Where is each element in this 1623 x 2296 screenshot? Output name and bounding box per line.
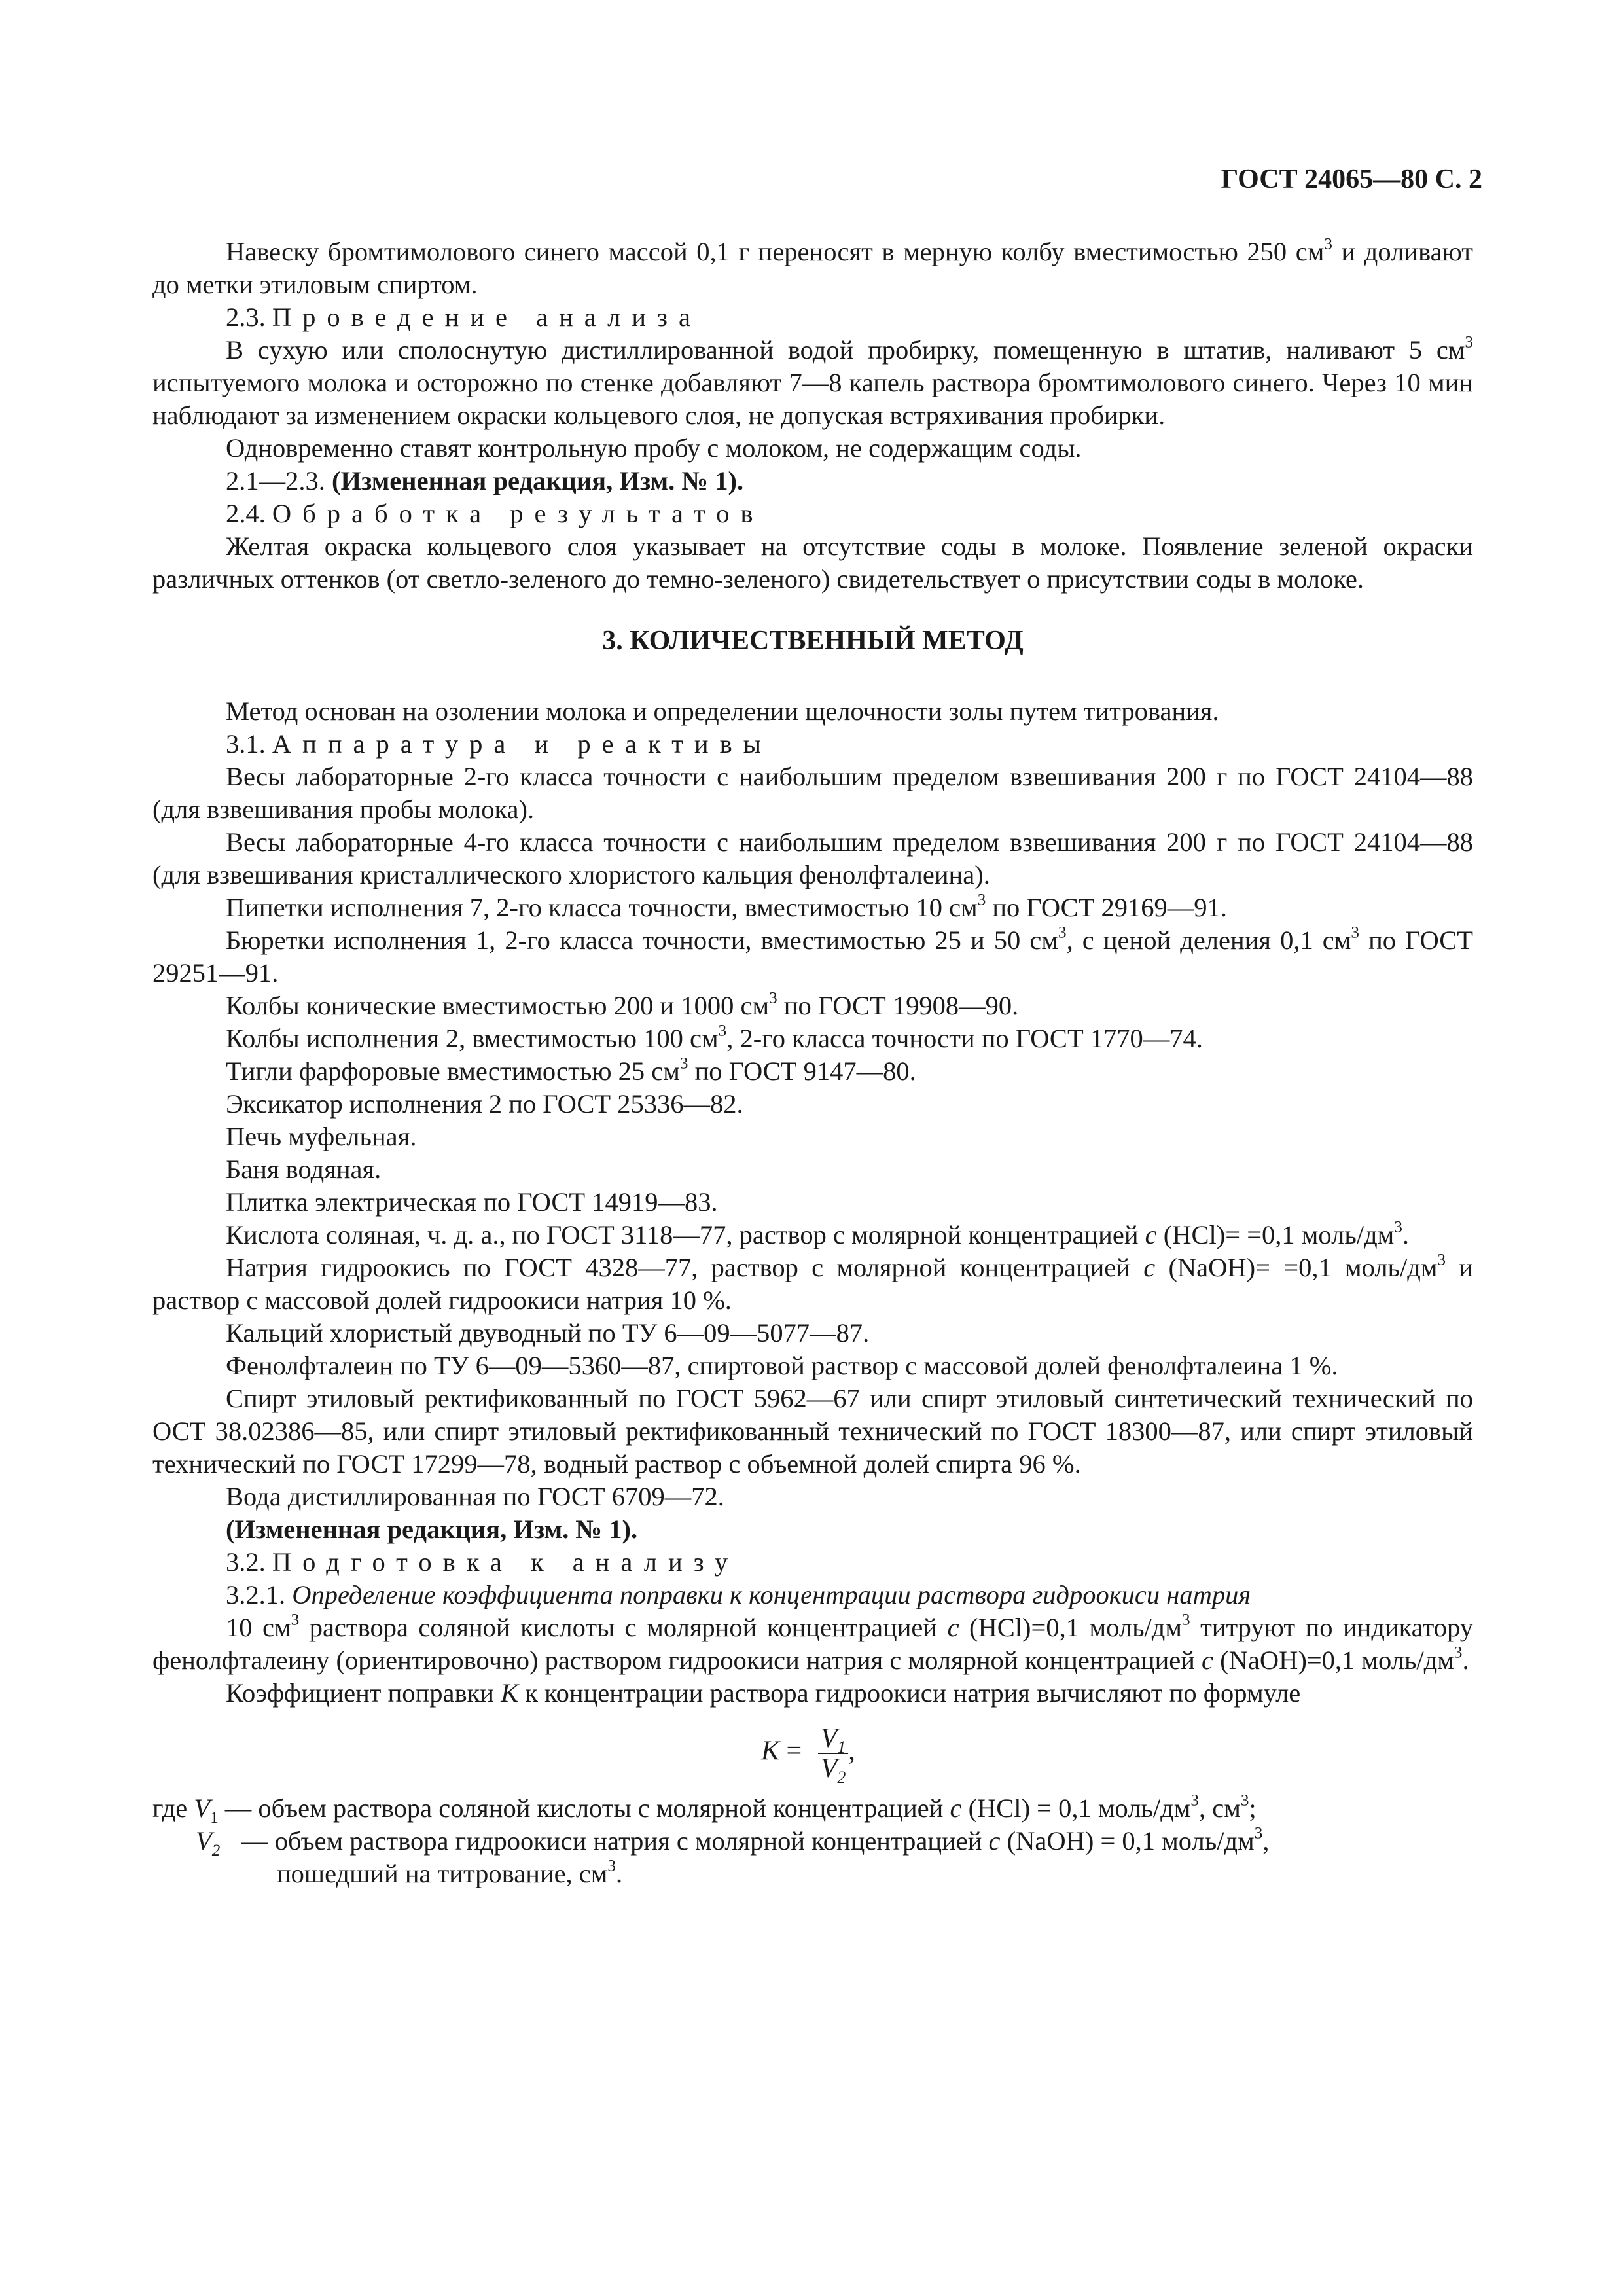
superscript: 3 xyxy=(1437,1251,1446,1269)
list-item: Фенолфталеин по ТУ 6—09—5360—87, спиртовой раствор с массовой долей фенолфталеина 1 %. xyxy=(226,1351,1338,1380)
text: (HCl)= =0,1 моль/дм xyxy=(1156,1220,1395,1249)
variable-v2 xyxy=(196,1825,235,1857)
paragraph: Одновременно ставят контрольную пробу с молоком, не содержащим соды. xyxy=(226,433,1082,463)
formula-legend-v2-cont xyxy=(152,1857,1473,1890)
text: по ГОСТ 29169—91. xyxy=(986,893,1227,922)
superscript: 3 xyxy=(1182,1611,1190,1629)
text: по ГОСТ 9147—80. xyxy=(688,1056,916,1086)
text: пошедший на титрование, см xyxy=(277,1859,608,1888)
superscript: 3 xyxy=(679,1054,688,1073)
text: Колбы исполнения 2, вместимостью 100 см xyxy=(226,1024,719,1053)
text: , см xyxy=(1198,1793,1241,1823)
section-title: Обработка результатов xyxy=(272,499,764,528)
text: по ГОСТ 29251—91. xyxy=(152,925,1473,988)
text: к концентрации раствора гидроокиси натрия вычисляют по формуле xyxy=(518,1678,1301,1708)
superscript: 3 xyxy=(607,1857,616,1875)
text: . xyxy=(1462,1645,1469,1675)
list-item: Вода дистиллированная по ГОСТ 6709—72. xyxy=(226,1482,724,1511)
list-item xyxy=(152,1219,1473,1251)
list-item xyxy=(152,924,1473,990)
superscript: 3 xyxy=(1324,235,1332,253)
amendment-text: (Измененная редакция, Изм. № 1). xyxy=(332,466,744,495)
section-heading-3-2 xyxy=(152,1546,1473,1579)
superscript: 3 xyxy=(291,1611,300,1629)
list-item: Весы лабораторные 4-го класса точности с наибольшим пределом взвешивания 200 г по ГОСТ 24104—88 (для взвешивания кристаллического хлористого кальция фенолфталеина). xyxy=(152,827,1473,889)
section-heading-3-1 xyxy=(152,728,1473,761)
variable: K xyxy=(501,1678,519,1708)
text: по ГОСТ 19908—90. xyxy=(777,991,1019,1020)
list-item: Плитка электрическая по ГОСТ 14919—83. xyxy=(226,1187,718,1217)
fraction-denominator xyxy=(818,1753,849,1787)
superscript: 3 xyxy=(1254,1824,1263,1842)
paragraph: Желтая окраска кольцевого слоя указывает на отсутствие соды в молоке. Появление зеленой окраски различных оттенков (от светло-зеленого до темно-зеленого) свидетельствует о присутствии соды в молоке. xyxy=(152,531,1473,594)
variable: V xyxy=(820,1723,838,1753)
document-body xyxy=(152,236,1473,1890)
text: титруют по индикатору фенолфталеину (ориентировочно) раствором гидроокиси натрия с молярной концентрацией xyxy=(152,1613,1473,1675)
text: В сухую или сполоснутую дистиллированной водой пробирку, помещенную в штатив, наливают 5 см xyxy=(226,335,1465,365)
section-heading-2-4 xyxy=(152,497,1473,530)
text: и доливают до метки этиловым спиртом. xyxy=(152,237,1473,299)
variable: c xyxy=(947,1613,959,1642)
list-item xyxy=(152,990,1473,1022)
paragraph xyxy=(152,1611,1473,1677)
text: Колбы конические вместимостью 200 и 1000 см xyxy=(226,991,770,1020)
subscript: 2 xyxy=(837,1768,846,1787)
text: (NaOH) = 0,1 моль/дм xyxy=(1000,1826,1255,1856)
section-number: 2.3. xyxy=(226,302,266,332)
section-number: 2.4. xyxy=(226,499,266,528)
subscript: 1 xyxy=(210,1808,219,1827)
paragraph xyxy=(152,334,1473,432)
paragraph xyxy=(152,1677,1473,1710)
text: , с ценой деления 0,1 см xyxy=(1066,925,1351,955)
section-3-title: 3. КОЛИЧЕСТВЕННЫЙ МЕТОД xyxy=(602,626,1024,656)
text: Натрия гидроокись по ГОСТ 4328—77, раствор с молярной концентрацией xyxy=(226,1253,1144,1282)
subscript: 2 xyxy=(211,1841,221,1859)
section-heading-2-3 xyxy=(152,301,1473,334)
list-item xyxy=(152,1251,1473,1317)
section-number: 3.1. xyxy=(226,729,266,759)
list-item xyxy=(152,1055,1473,1088)
section-title: Подготовка к анализу xyxy=(272,1547,740,1577)
variable: c xyxy=(1202,1645,1213,1675)
superscript: 3 xyxy=(1394,1218,1402,1236)
text: (NaOH)= =0,1 моль/дм xyxy=(1155,1253,1438,1282)
superscript: 3 xyxy=(1351,924,1359,942)
superscript: 3 xyxy=(1190,1791,1199,1810)
text: Тигли фарфоровые вместимостью 25 см xyxy=(226,1056,680,1086)
variable: V xyxy=(820,1753,838,1784)
text: 10 см xyxy=(226,1613,291,1642)
fraction-numerator xyxy=(818,1723,849,1757)
superscript: 3 xyxy=(1058,924,1067,942)
amendment-note xyxy=(152,465,1473,497)
text: (NaOH)=0,1 моль/дм xyxy=(1213,1645,1454,1675)
superscript: 3 xyxy=(1240,1791,1249,1810)
text: Пипетки исполнения 7, 2-го класса точности, вместимостью 10 см xyxy=(226,893,978,922)
superscript: 3 xyxy=(1465,333,1473,351)
formula xyxy=(152,1716,1473,1788)
page-header: ГОСТ 24065—80 С. 2 xyxy=(1221,164,1482,194)
section-title: Определение коэффициента поправки к концентрации раствора гидроокиси натрия xyxy=(292,1580,1251,1609)
text: . xyxy=(1402,1220,1409,1249)
superscript: 3 xyxy=(769,989,777,1007)
list-item: Кальций хлористый двуводный по ТУ 6—09—5077—87. xyxy=(226,1318,870,1348)
text: раствора соляной кислоты с молярной концентрацией xyxy=(299,1613,948,1642)
section-heading-3-2-1 xyxy=(152,1579,1473,1611)
variable: c xyxy=(1143,1253,1156,1282)
text: где xyxy=(152,1793,194,1823)
variable: c xyxy=(988,1826,1001,1856)
paragraph xyxy=(152,236,1473,301)
text: испытуемого молока и осторожно по стенке добавляют 7—8 капель раствора бромтимолового синего. Через 10 мин наблюдают за изменением окраски кольцевого слоя, не допуская встряхивания пробирки. xyxy=(152,368,1473,430)
text: (HCl) = 0,1 моль/дм xyxy=(961,1793,1191,1823)
text: Коэффициент поправки xyxy=(226,1678,501,1708)
formula-comma: , xyxy=(848,1736,855,1767)
text: . xyxy=(615,1859,623,1888)
fraction xyxy=(818,1723,849,1787)
formula-legend-v2 xyxy=(152,1825,1473,1857)
list-item: Баня водяная. xyxy=(226,1155,382,1184)
section-number: 2.1—2.3. xyxy=(226,466,325,495)
text: ; xyxy=(1249,1793,1257,1823)
amendment-note: (Измененная редакция, Изм. № 1). xyxy=(226,1515,638,1544)
list-item: Эксикатор исполнения 2 по ГОСТ 25336—82. xyxy=(226,1089,743,1119)
variable: V xyxy=(194,1793,211,1823)
paragraph: Метод основан на озолении молока и определении щелочности золы путем титрования. xyxy=(226,696,1219,726)
list-item: Весы лабораторные 2-го класса точности с наибольшим пределом взвешивания 200 г по ГОСТ 24104—88 (для взвешивания пробы молока). xyxy=(152,762,1473,824)
formula-legend-v1 xyxy=(152,1792,1473,1825)
variable: c xyxy=(950,1793,962,1823)
list-item: Печь муфельная. xyxy=(226,1122,417,1151)
list-item xyxy=(152,891,1473,924)
text: — объем раствора соляной кислоты с молярной концентрацией xyxy=(218,1793,950,1823)
formula-equals: = xyxy=(779,1736,809,1767)
text: Кислота соляная, ч. д. а., по ГОСТ 3118—77, раствор с молярной концентрацией xyxy=(226,1220,1145,1249)
text: (HCl)=0,1 моль/дм xyxy=(959,1613,1183,1642)
text: Навеску бромтимолового синего массой 0,1 г переносят в мерную колбу вместимостью 250 см xyxy=(226,237,1325,266)
variable: c xyxy=(1145,1220,1157,1249)
formula-lhs: K xyxy=(761,1736,780,1767)
formula-expression xyxy=(761,1723,855,1787)
section-title: Аппаратура и реактивы xyxy=(272,729,772,759)
text: и раствор с массовой долей гидроокиси натрия 10 %. xyxy=(152,1253,1473,1315)
superscript: 3 xyxy=(977,891,986,909)
superscript: 3 xyxy=(1454,1643,1463,1662)
section-title: Проведение анализа xyxy=(272,302,702,332)
list-item: Спирт этиловый ректификованный по ГОСТ 5962—67 или спирт этиловый синтетический технический по ОСТ 38.02386—85, или спирт этиловый ректификованный технический по ГОСТ 18300—87, или спирт этиловый технический по ГОСТ 17299—78, водный раствор с объемной долей спирта 96 %. xyxy=(152,1384,1473,1479)
text: , 2-го класса точности по ГОСТ 1770—74. xyxy=(726,1024,1203,1053)
superscript: 3 xyxy=(718,1022,727,1040)
text: Бюретки исполнения 1, 2-го класса точности, вместимостью 25 и 50 см xyxy=(226,925,1059,955)
text: , xyxy=(1262,1826,1270,1856)
list-item xyxy=(152,1022,1473,1055)
variable: V xyxy=(196,1826,212,1856)
section-number: 3.2.1. xyxy=(226,1580,286,1609)
subscript: 1 xyxy=(837,1738,846,1757)
text: — объем раствора гидроокиси натрия с молярной концентрацией xyxy=(235,1826,989,1856)
section-number: 3.2. xyxy=(226,1547,266,1577)
